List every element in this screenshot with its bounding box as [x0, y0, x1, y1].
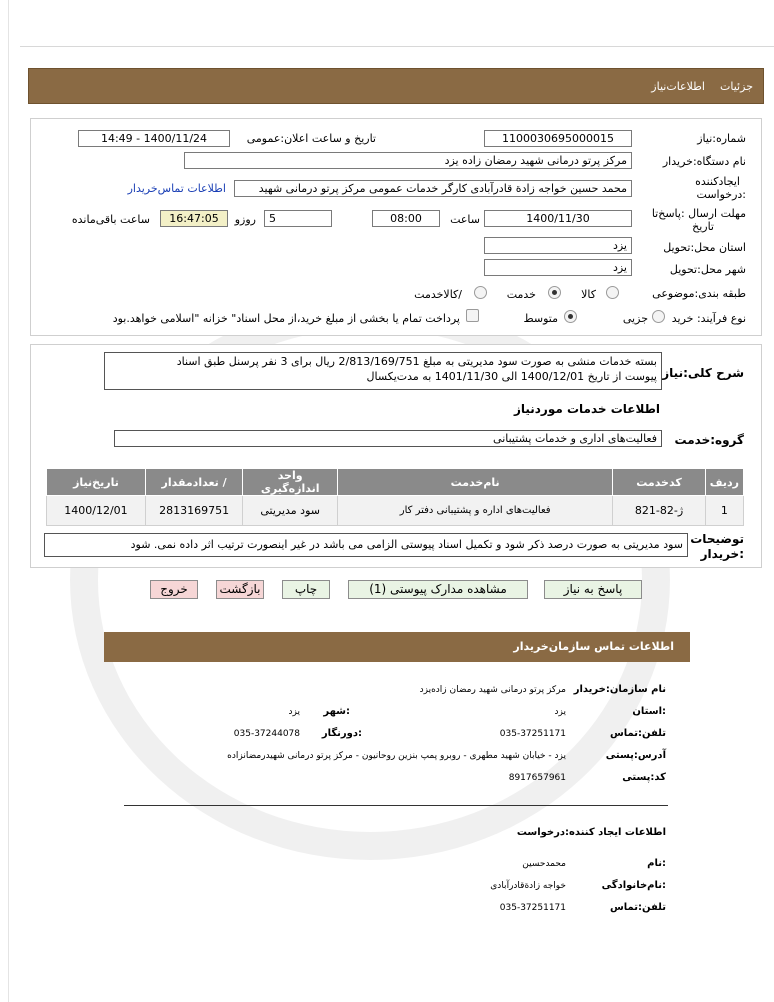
cell-row: 1	[705, 496, 743, 526]
creator-family-value: خواجه زادةقادرآبادی	[490, 881, 566, 891]
description-text	[104, 352, 662, 390]
creator-section-title: اطلاعات ایجاد کننده:درخواست	[516, 827, 666, 838]
contact-phone-label: تلفن:تماس	[609, 728, 666, 739]
process-small-radio[interactable]	[652, 310, 665, 323]
process-medium-label: متوسط	[523, 312, 558, 325]
col-quantity: / تعدادمقدار	[145, 469, 242, 496]
contact-divider	[124, 805, 668, 806]
col-service-name: نام‌خدمت	[338, 469, 613, 496]
reply-button[interactable]: پاسخ به نیاز	[544, 580, 642, 599]
creator-family-label: :نام‌خانوادگی	[601, 880, 666, 891]
need-number-field: 1100030695000015	[484, 130, 632, 147]
category-label: طبقه بندی:موضوعی	[652, 287, 746, 300]
creator-field: محمد حسین خواجه زادة قادرآبادی کارگر خدمات عمومی مرکز پرتو درمانی شهید	[234, 180, 632, 197]
tab-need-info[interactable]: اطلاعات‌نیاز	[651, 80, 705, 93]
city-field: یزد	[484, 259, 632, 276]
contact-address-label: آدرس:پستی	[605, 750, 666, 761]
treasury-payment-checkbox[interactable]	[466, 309, 479, 322]
city-label: شهر محل:تحویل	[669, 263, 746, 276]
deadline-label-line2: تاریخ	[692, 220, 714, 233]
category-goods-radio[interactable]	[606, 286, 619, 299]
creator-label-line2: :درخواست	[696, 188, 746, 201]
process-label: نوع فرآیند: خرید	[671, 312, 746, 325]
attachments-button[interactable]: مشاهده مدارک پیوستی (1)	[348, 580, 528, 599]
table-header-row	[47, 469, 744, 496]
contact-city-label: :شهر	[323, 706, 350, 717]
contact-province-label: :استان	[632, 706, 666, 717]
col-service-code: کدخدمت	[613, 469, 706, 496]
category-both-label: /کالاخدمت	[414, 288, 462, 301]
deadline-label-line1: مهلت ارسال :پاسخ‌تا	[651, 207, 746, 220]
contact-fax-value: 035-37244078	[233, 729, 300, 739]
contact-org-value: مرکز پرتو درمانی شهید رمضان زاده‌یزد	[419, 685, 566, 695]
province-field: یزد	[484, 237, 632, 254]
creator-label-line1: ایجادکننده	[695, 175, 740, 188]
deadline-time-label: ساعت	[450, 213, 480, 226]
cell-unit: سود مدیریتی	[243, 496, 338, 526]
description-label: شرح کلی:نیاز	[662, 366, 744, 380]
need-number-label: شماره:نیاز	[697, 132, 746, 145]
deadline-date-field: 1400/11/30	[484, 210, 632, 227]
need-form-panel	[30, 118, 762, 336]
contact-postal-label: کد:پستی	[622, 772, 666, 783]
province-label: استان محل:تحویل	[663, 241, 746, 254]
service-group-label: گروه:خدمت	[674, 433, 744, 447]
services-table	[46, 468, 744, 526]
creator-phone-label: تلفن:تماس	[609, 902, 666, 913]
exit-button[interactable]: خروج	[150, 580, 198, 599]
buyer-org-field: مرکز پرتو درمانی شهید رمضان زاده یزد	[184, 152, 632, 169]
category-service-label: خدمت	[506, 288, 536, 301]
service-group-field: فعالیت‌های اداری و خدمات پشتیبانی	[114, 430, 662, 447]
back-button[interactable]: بازگشت	[216, 580, 264, 599]
remaining-label: ساعت باقی‌مانده	[71, 213, 150, 226]
contact-address-value: یزد - خیابان شهید مطهری - روبرو پمپ بنزین روحانیون - مرکز پرتو درمانی شهیدرمضانزاده	[227, 751, 566, 761]
col-need-date: تاریخ‌نیاز	[47, 469, 146, 496]
header-divider	[20, 46, 774, 47]
print-button[interactable]: چاپ	[282, 580, 330, 599]
services-title: اطلاعات خدمات موردنیاز	[513, 402, 660, 416]
description-line-1: بسته خدمات منشی به صورت سود مدیریتی به مبلغ 2/813/169/751 ریال برای 3 نفر پرسنل طبق اسناد	[176, 355, 657, 368]
buyer-notes-label-line2: :خریدار	[700, 547, 744, 561]
days-field: 5	[264, 210, 332, 227]
contact-section-title: اطلاعات تماس سازمان‌خریدار	[513, 640, 674, 653]
buyer-contact-link[interactable]: اطلاعات تماس‌خریدار	[127, 182, 226, 195]
category-goods-label: کالا	[581, 288, 596, 301]
buyer-org-label: نام دستگاه:خریدار	[662, 155, 746, 168]
treasury-payment-note: پرداخت تمام یا بخشی از مبلغ خرید،از محل اسناد" خزانه "اسلامی خواهد.بود	[112, 312, 460, 325]
deadline-time-field: 08:00	[372, 210, 440, 227]
description-line-2: پیوست از تاریخ 1400/12/01 الی 1401/11/30 به مدت‌یکسال	[366, 370, 657, 383]
remaining-time-field: 16:47:05	[160, 210, 228, 227]
cell-quantity: 2813169751	[145, 496, 242, 526]
buyer-notes-field: سود مدیریتی به صورت درصد ذکر شود و تکمیل اسناد پیوستی الزامی می باشد در غیر اینصورت ترتیب اثر داده نمی. شود	[44, 533, 688, 557]
contact-city-value: یزد	[288, 707, 300, 717]
col-unit: واحد اندازه‌گیری	[243, 469, 338, 496]
contact-section-header	[104, 632, 690, 662]
category-both-radio[interactable]	[474, 286, 487, 299]
page-edge	[8, 0, 9, 1002]
buyer-notes-label-line1: توضیحات	[690, 532, 744, 546]
creator-phone-value: 035-37251171	[499, 903, 566, 913]
process-small-label: جزیی	[622, 312, 648, 325]
contact-org-label: نام سازمان:خریدار	[573, 684, 666, 695]
contact-fax-label: :دورنگار	[321, 728, 362, 739]
col-row: ردیف	[705, 469, 743, 496]
tab-details[interactable]: جزئیات	[720, 80, 753, 93]
announce-label: تاریخ و ساعت اعلان:عمومی	[246, 132, 376, 145]
creator-name-label: :نام	[647, 858, 666, 869]
days-label: روزو	[234, 213, 256, 226]
contact-postal-value: 8917657961	[508, 773, 566, 783]
contact-phone-value: 035-37251171	[499, 729, 566, 739]
announce-field: 1400/11/24 - 14:49	[78, 130, 230, 147]
category-service-radio[interactable]	[548, 286, 561, 299]
cell-need-date: 1400/12/01	[47, 496, 146, 526]
contact-province-value: یزد	[554, 707, 566, 717]
table-row	[47, 496, 744, 526]
cell-service-name: فعالیت‌های اداره و پشتیبانی دفتر کار	[338, 496, 613, 526]
cell-service-code: ژ-82-821	[613, 496, 706, 526]
creator-name-value: محمدحسین	[522, 859, 566, 869]
tab-bar	[28, 68, 764, 104]
process-medium-radio[interactable]	[564, 310, 577, 323]
